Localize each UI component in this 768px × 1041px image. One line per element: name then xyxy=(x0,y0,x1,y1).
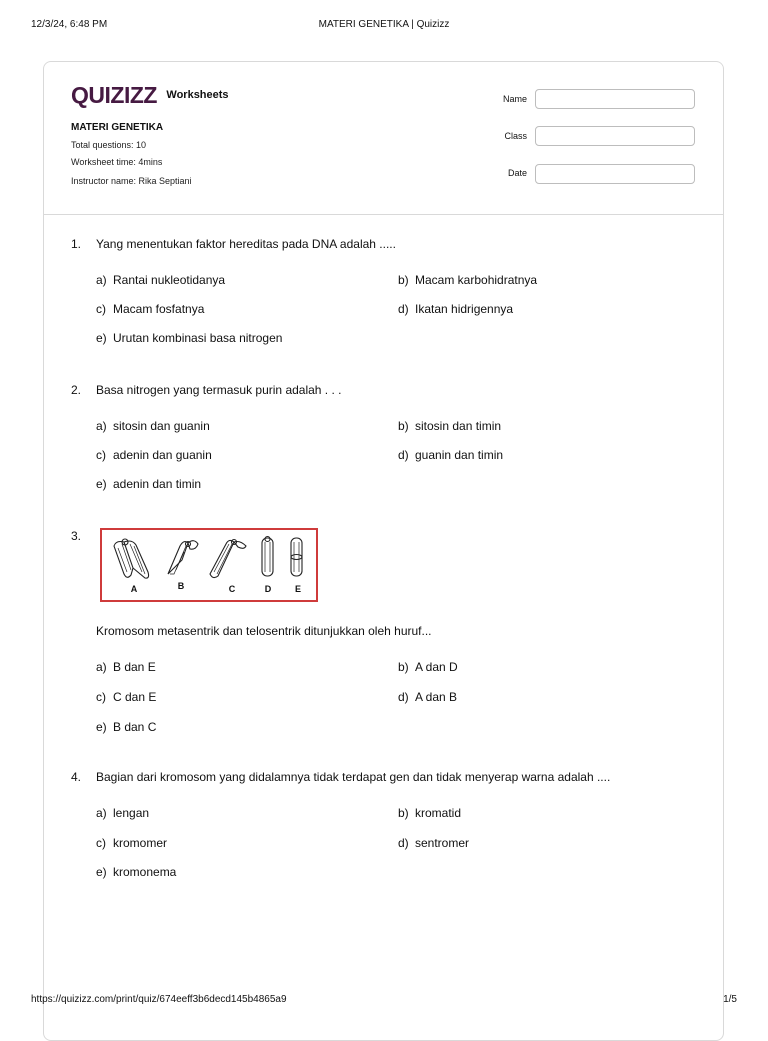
question-number: 2. xyxy=(71,383,82,397)
option-a[interactable]: a) Rantai nukleotidanya xyxy=(96,273,226,287)
option-e[interactable]: e) Urutan kombinasi basa nitrogen xyxy=(96,331,283,345)
label-a: A xyxy=(130,584,138,594)
chromosome-e xyxy=(291,538,302,576)
option-e[interactable]: e) adenin dan timin xyxy=(96,477,202,491)
name-label: Name xyxy=(502,94,527,104)
total-questions: Total questions: 10 xyxy=(71,140,147,150)
date-label: Date xyxy=(507,168,527,178)
print-timestamp: 12/3/24, 6:48 PM xyxy=(31,19,108,30)
option-b[interactable]: b) sitosin dan timin xyxy=(398,419,502,433)
chromosome-a xyxy=(114,539,149,578)
option-a[interactable]: a) B dan E xyxy=(96,660,156,674)
option-e[interactable]: e) kromonema xyxy=(96,865,177,879)
brand-subtitle: Worksheets xyxy=(166,88,229,101)
option-c[interactable]: c) Macam fosfatnya xyxy=(96,302,205,316)
option-d[interactable]: d) guanin dan timin xyxy=(398,448,504,462)
label-d: D xyxy=(264,584,272,594)
option-e[interactable]: e) B dan C xyxy=(96,720,157,734)
option-c[interactable]: c) C dan E xyxy=(96,690,157,704)
option-d[interactable]: d) Ikatan hidrigennya xyxy=(398,302,514,316)
question-number: 4. xyxy=(71,770,82,784)
chromosome-d xyxy=(262,537,273,577)
option-d[interactable]: d) sentromer xyxy=(398,836,470,850)
quizizz-logo: QUIZIZZ xyxy=(71,82,157,108)
worksheet-header xyxy=(44,62,723,215)
option-a[interactable]: a) sitosin dan guanin xyxy=(96,419,210,433)
question-text: Bagian dari kromosom yang didalamnya tidak terdapat gen dan tidak menyerap warna adalah .... xyxy=(96,770,611,784)
chromosome-b xyxy=(168,541,198,574)
print-page-number: 1/5 xyxy=(723,994,737,1005)
question-text: Kromosom metasentrik dan telosentrik ditunjukkan oleh huruf... xyxy=(96,624,432,638)
class-label: Class xyxy=(504,131,527,141)
question-number: 3. xyxy=(71,529,82,543)
date-field[interactable] xyxy=(535,164,695,184)
option-a[interactable]: a) lengan xyxy=(96,806,150,820)
label-b: B xyxy=(177,581,185,591)
chromosome-illustration xyxy=(102,530,316,600)
worksheet-title: MATERI GENETIKA xyxy=(71,122,164,133)
print-page-title: MATERI GENETIKA | Quizizz xyxy=(318,19,450,30)
option-b[interactable]: b) A dan D xyxy=(398,660,458,674)
option-c[interactable]: c) kromomer xyxy=(96,836,168,850)
chromosome-c xyxy=(210,540,246,578)
class-field[interactable] xyxy=(535,126,695,146)
chromosome-figure xyxy=(100,528,318,602)
option-b[interactable]: b) kromatid xyxy=(398,806,462,820)
question-number: 1. xyxy=(71,237,82,251)
question-text: Yang menentukan faktor hereditas pada DNA adalah ..... xyxy=(96,237,396,251)
question-text: Basa nitrogen yang termasuk purin adalah . . . xyxy=(96,383,342,397)
brand xyxy=(71,82,229,108)
label-c: C xyxy=(228,584,236,594)
worksheet-card xyxy=(43,61,724,1041)
worksheet-time: Worksheet time: 4mins xyxy=(71,157,163,167)
label-e: E xyxy=(294,584,302,594)
print-url: https://quizizz.com/print/quiz/674eeff3b6decd145b4865a9 xyxy=(31,994,287,1005)
instructor-name: Instructor name: Rika Septiani xyxy=(71,176,192,186)
print-header xyxy=(31,19,737,33)
name-field[interactable] xyxy=(535,89,695,109)
option-b[interactable]: b) Macam karbohidratnya xyxy=(398,273,538,287)
option-c[interactable]: c) adenin dan guanin xyxy=(96,448,212,462)
option-d[interactable]: d) A dan B xyxy=(398,690,458,704)
print-footer xyxy=(31,994,737,1008)
